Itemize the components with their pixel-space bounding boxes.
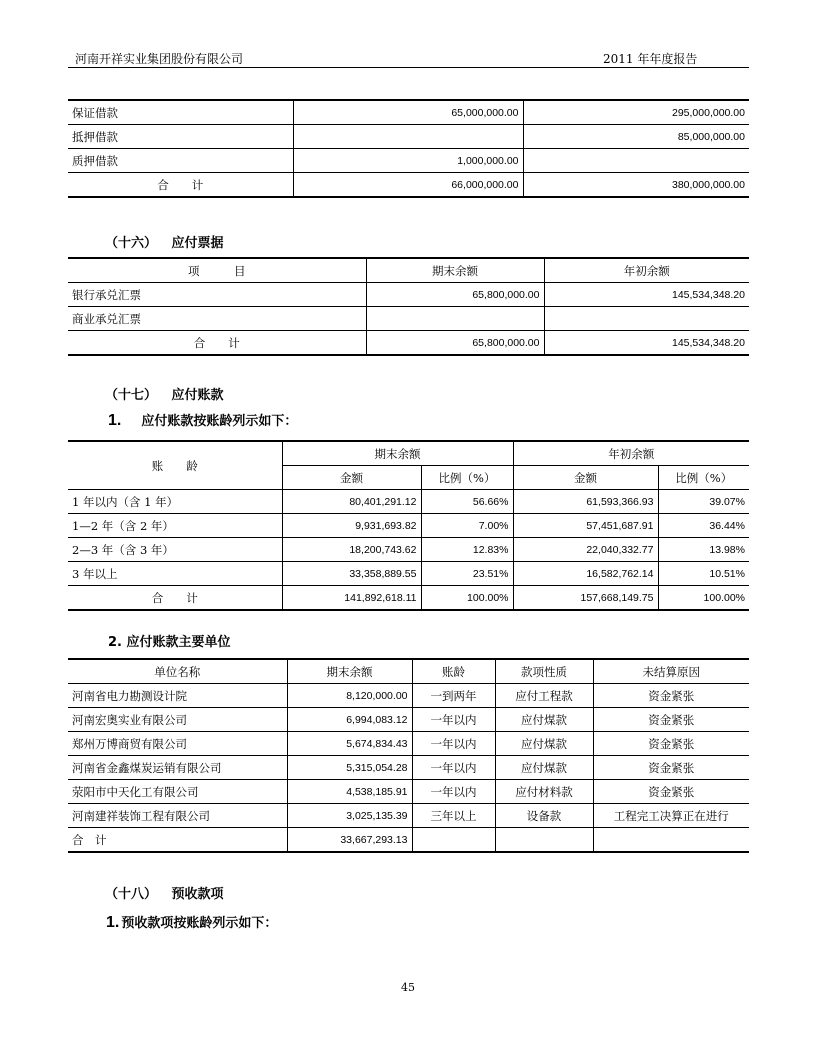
table-row	[68, 100, 749, 125]
total-label: 合 计	[157, 177, 204, 192]
subsection-18-1-heading	[106, 912, 277, 932]
section-title: 预收款项	[171, 887, 224, 902]
begin-amount: 61,593,366.93	[513, 490, 658, 514]
table-header-row	[68, 258, 749, 283]
col-header-unit: 单位名称	[154, 664, 201, 679]
header-rule	[68, 67, 749, 68]
age: 一年以内	[412, 732, 495, 756]
end-balance: 8,120,000.00	[287, 684, 412, 708]
unit-name: 河南省金鑫煤炭运销有限公司	[72, 760, 222, 775]
end-balance: 65,000,000.00	[293, 100, 523, 125]
table-row	[68, 125, 749, 149]
table-row	[68, 684, 749, 708]
end-balance	[366, 307, 544, 331]
total-row	[68, 331, 749, 356]
table-row	[68, 562, 749, 586]
end-percent: 12.83%	[421, 538, 513, 562]
begin-percent: 39.07%	[658, 490, 749, 514]
reason-total	[593, 828, 749, 853]
table-row	[68, 514, 749, 538]
subsection-17-1-heading	[108, 410, 297, 430]
table-row	[68, 780, 749, 804]
reason: 资金紧张	[593, 708, 749, 732]
end-amount: 33,358,889.55	[282, 562, 421, 586]
begin-percent: 10.51%	[658, 562, 749, 586]
nature: 设备款	[495, 804, 593, 828]
reason: 资金紧张	[593, 732, 749, 756]
reason: 资金紧张	[593, 756, 749, 780]
row-label: 1—2 年（含 2 年）	[72, 518, 174, 533]
end-balance: 1,000,000.00	[293, 149, 523, 173]
unit-name: 郑州万博商贸有限公司	[72, 736, 187, 751]
col-header-percent: 比例（%）	[421, 466, 513, 490]
subsection-17-2-heading: 2. 应付账款主要单位	[108, 635, 231, 650]
begin-amount: 22,040,332.77	[513, 538, 658, 562]
subsection-title: 应付账款按账龄列示如下：	[141, 414, 298, 429]
table-header-row	[68, 659, 749, 684]
begin-balance	[544, 307, 749, 331]
header-report-title: 2011 年年度报告	[603, 52, 698, 66]
begin-balance: 145,534,348.20	[544, 283, 749, 307]
age: 一年以内	[412, 708, 495, 732]
unit-name: 河南建祥装饰工程有限公司	[72, 808, 210, 823]
begin-percent-total: 100.00%	[658, 586, 749, 611]
col-header-amount: 金额	[513, 466, 658, 490]
begin-percent: 36.44%	[658, 514, 749, 538]
subsection-title: 预收款项按账龄列示如下：	[121, 916, 278, 931]
begin-balance	[523, 149, 749, 173]
col-header-age: 账龄	[412, 659, 495, 684]
total-row	[68, 173, 749, 198]
nature: 应付材料款	[495, 780, 593, 804]
unit-name: 河南宏奥实业有限公司	[72, 712, 187, 727]
begin-balance-total: 380,000,000.00	[523, 173, 749, 198]
table-row	[68, 732, 749, 756]
table-row	[68, 804, 749, 828]
row-label: 1 年以内（含 1 年）	[72, 494, 179, 509]
begin-balance-total: 145,534,348.20	[544, 331, 749, 356]
table-row	[68, 490, 749, 514]
age-total	[412, 828, 495, 853]
row-label: 抵押借款	[72, 129, 118, 144]
table-row	[68, 756, 749, 780]
begin-amount: 16,582,762.14	[513, 562, 658, 586]
notes-payable-table	[68, 257, 749, 356]
begin-percent: 13.98%	[658, 538, 749, 562]
end-amount: 9,931,693.82	[282, 514, 421, 538]
row-label: 保证借款	[72, 105, 118, 120]
unit-name: 荥阳市中天化工有限公司	[72, 784, 199, 799]
section-17-heading	[105, 384, 224, 403]
reason: 资金紧张	[593, 780, 749, 804]
end-percent-total: 100.00%	[421, 586, 513, 611]
nature-total	[495, 828, 593, 853]
subsection-number: 1.	[106, 914, 120, 931]
col-header-begin: 年初余额	[513, 441, 749, 466]
total-row	[68, 586, 749, 611]
end-amount: 80,401,291.12	[282, 490, 421, 514]
end-percent: 56.66%	[421, 490, 513, 514]
table-row	[68, 708, 749, 732]
col-header-amount: 金额	[282, 466, 421, 490]
end-balance: 65,800,000.00	[366, 283, 544, 307]
nature: 应付煤款	[495, 756, 593, 780]
total-row	[68, 828, 749, 853]
loans-table	[68, 99, 749, 198]
row-label: 商业承兑汇票	[72, 311, 141, 326]
end-balance	[293, 125, 523, 149]
header-company: 河南开祥实业集团股份有限公司	[75, 52, 244, 66]
row-label: 银行承兑汇票	[72, 287, 141, 302]
end-percent: 7.00%	[421, 514, 513, 538]
end-balance-total: 66,000,000.00	[293, 173, 523, 198]
end-balance: 4,538,185.91	[287, 780, 412, 804]
end-amount: 18,200,743.62	[282, 538, 421, 562]
end-amount-total: 141,892,618.11	[282, 586, 421, 611]
table-row	[68, 538, 749, 562]
reason: 工程完工决算正在进行	[593, 804, 749, 828]
subsection-number: 1.	[108, 412, 122, 429]
col-header-begin: 年初余额	[544, 258, 749, 283]
end-balance: 3,025,135.39	[287, 804, 412, 828]
age: 一年以内	[412, 756, 495, 780]
col-header-age: 账 龄	[68, 441, 282, 490]
col-header-reason: 未结算原因	[593, 659, 749, 684]
table-row	[68, 283, 749, 307]
begin-amount: 57,451,687.91	[513, 514, 658, 538]
col-header-end: 期末余额	[366, 258, 544, 283]
section-title: 应付票据	[171, 236, 224, 251]
begin-balance: 85,000,000.00	[523, 125, 749, 149]
total-label: 合 计	[151, 590, 198, 605]
section-title: 应付账款	[171, 388, 224, 403]
row-label: 3 年以上	[72, 566, 118, 581]
age: 三年以上	[412, 804, 495, 828]
section-label: （十八）	[105, 887, 158, 902]
table-row	[68, 307, 749, 331]
age: 一年以内	[412, 780, 495, 804]
section-16-heading	[105, 232, 224, 251]
end-balance-total: 65,800,000.00	[366, 331, 544, 356]
nature: 应付煤款	[495, 732, 593, 756]
row-label: 质押借款	[72, 153, 118, 168]
end-balance: 6,994,083.12	[287, 708, 412, 732]
unit-name: 河南省电力勘测设计院	[72, 688, 187, 703]
section-label: （十七）	[105, 388, 158, 403]
accounts-payable-aging-table	[68, 440, 749, 611]
col-header-nature: 款项性质	[495, 659, 593, 684]
end-balance-total: 33,667,293.13	[287, 828, 412, 853]
col-header-item: 项 目	[188, 263, 246, 278]
end-balance: 5,315,054.28	[287, 756, 412, 780]
row-label: 2—3 年（含 3 年）	[72, 542, 174, 557]
begin-amount-total: 157,668,149.75	[513, 586, 658, 611]
end-percent: 23.51%	[421, 562, 513, 586]
begin-balance: 295,000,000.00	[523, 100, 749, 125]
age: 一到两年	[412, 684, 495, 708]
total-label: 合 计	[193, 335, 240, 350]
nature: 应付煤款	[495, 708, 593, 732]
page-number: 45	[401, 981, 415, 994]
accounts-payable-main-units-table	[68, 658, 749, 853]
nature: 应付工程款	[495, 684, 593, 708]
col-header-end: 期末余额	[287, 659, 412, 684]
col-header-percent: 比例（%）	[658, 466, 749, 490]
col-header-end: 期末余额	[282, 441, 513, 466]
reason: 资金紧张	[593, 684, 749, 708]
section-label: （十六）	[105, 236, 158, 251]
end-balance: 5,674,834.43	[287, 732, 412, 756]
table-header-row	[68, 441, 749, 466]
table-row	[68, 149, 749, 173]
section-18-heading	[105, 883, 224, 902]
total-label: 合 计	[72, 832, 107, 847]
